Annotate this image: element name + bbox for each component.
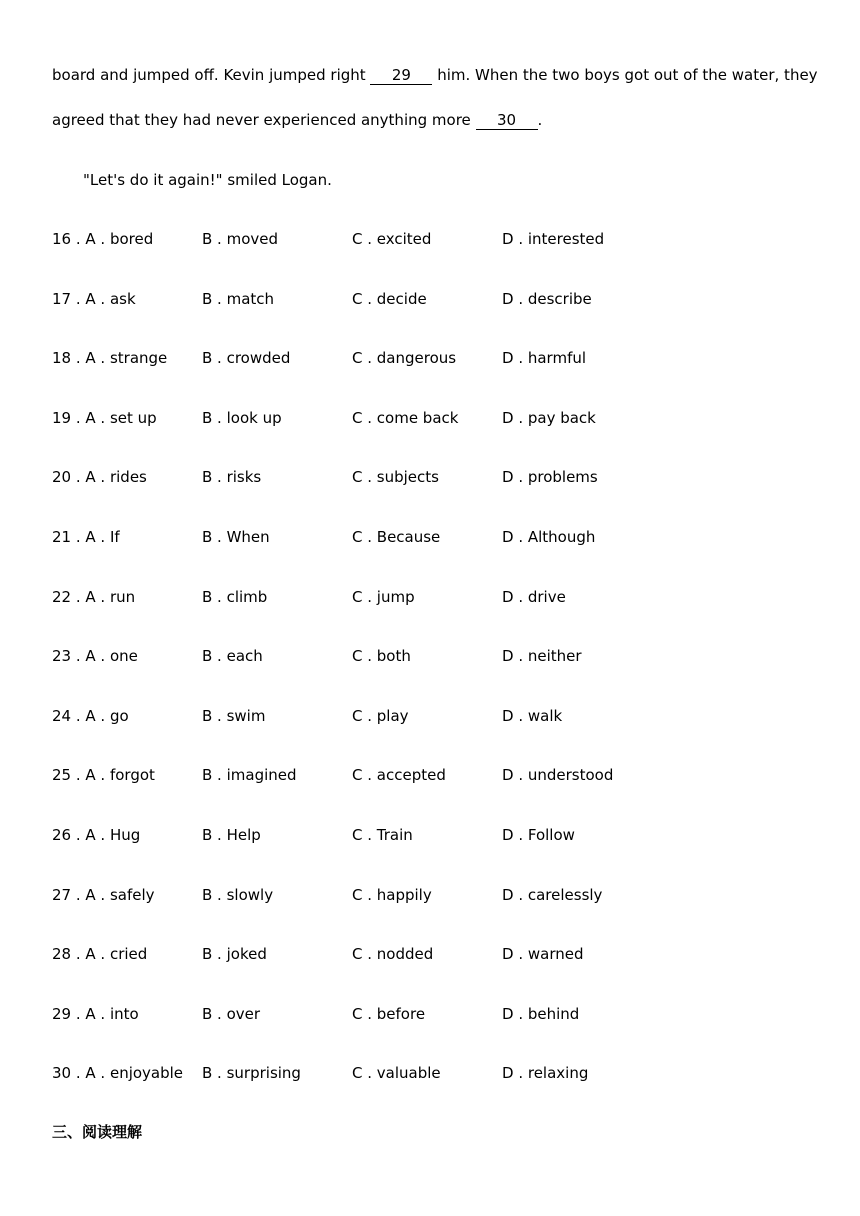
option-a: A . safely bbox=[85, 886, 155, 904]
option-b: B . over bbox=[202, 1005, 261, 1023]
question-number-and-option-a bbox=[52, 706, 129, 726]
option-c: C . before bbox=[352, 1005, 426, 1023]
option-b: B . surprising bbox=[202, 1064, 301, 1082]
question-number-and-option-a bbox=[52, 289, 136, 309]
option-a: A . forgot bbox=[85, 766, 155, 784]
option-a: A . rides bbox=[85, 468, 147, 486]
question-number-and-option-a bbox=[52, 229, 153, 249]
question-number-and-option-a bbox=[52, 646, 138, 666]
question-number-and-option-a bbox=[52, 408, 157, 428]
blank-30: 30 bbox=[476, 111, 538, 130]
option-b: B . crowded bbox=[202, 349, 291, 367]
option-d: D . problems bbox=[502, 468, 598, 486]
option-a: A . enjoyable bbox=[85, 1064, 184, 1082]
question-number: 22 . bbox=[52, 588, 81, 606]
option-b: B . risks bbox=[202, 468, 262, 486]
option-d: D . harmful bbox=[502, 349, 587, 367]
option-d: D . warned bbox=[502, 945, 584, 963]
question-number-and-option-a bbox=[52, 1063, 183, 1083]
option-c: C . accepted bbox=[352, 766, 446, 784]
option-c: C . Because bbox=[352, 528, 441, 546]
question-number: 29 . bbox=[52, 1005, 81, 1023]
option-a: A . Hug bbox=[85, 826, 141, 844]
option-a: A . strange bbox=[85, 349, 168, 367]
option-c: C . jump bbox=[352, 588, 415, 606]
question-number: 24 . bbox=[52, 707, 81, 725]
option-b: B . climb bbox=[202, 588, 268, 606]
question-number: 27 . bbox=[52, 886, 81, 904]
question-number-and-option-a bbox=[52, 587, 135, 607]
passage-text: him. When the two boys got out of the water, they bbox=[432, 66, 818, 84]
option-b: B . Help bbox=[202, 826, 261, 844]
option-d: D . Although bbox=[502, 528, 596, 546]
option-b: B . joked bbox=[202, 945, 267, 963]
option-a: A . go bbox=[85, 707, 129, 725]
option-c: C . decide bbox=[352, 290, 427, 308]
question-number-and-option-a bbox=[52, 944, 147, 964]
question-number: 25 . bbox=[52, 766, 81, 784]
question-number: 28 . bbox=[52, 945, 81, 963]
option-d: D . behind bbox=[502, 1005, 580, 1023]
option-c: C . play bbox=[352, 707, 409, 725]
option-d: D . relaxing bbox=[502, 1064, 589, 1082]
question-number-and-option-a bbox=[52, 765, 155, 785]
passage-line-2 bbox=[52, 110, 542, 130]
option-c: C . both bbox=[352, 647, 411, 665]
option-b: B . imagined bbox=[202, 766, 297, 784]
passage-line-1 bbox=[52, 65, 818, 85]
option-b: B . look up bbox=[202, 409, 282, 427]
option-a: A . bored bbox=[85, 230, 154, 248]
option-d: D . pay back bbox=[502, 409, 596, 427]
option-d: D . describe bbox=[502, 290, 592, 308]
option-a: A . run bbox=[85, 588, 136, 606]
option-c: C . dangerous bbox=[352, 349, 457, 367]
option-a: A . If bbox=[85, 528, 120, 546]
passage-text: . bbox=[537, 111, 543, 129]
option-a: A . ask bbox=[85, 290, 136, 308]
option-c: C . come back bbox=[352, 409, 459, 427]
option-d: D . Follow bbox=[502, 826, 575, 844]
section-heading: 三、阅读理解 bbox=[52, 1123, 143, 1141]
option-d: D . interested bbox=[502, 230, 605, 248]
question-number: 17 . bbox=[52, 290, 81, 308]
option-b: B . swim bbox=[202, 707, 266, 725]
option-b: B . When bbox=[202, 528, 270, 546]
option-c: C . nodded bbox=[352, 945, 434, 963]
option-b: B . moved bbox=[202, 230, 279, 248]
option-c: C . valuable bbox=[352, 1064, 441, 1082]
question-number-and-option-a bbox=[52, 1004, 139, 1024]
question-number-and-option-a bbox=[52, 527, 120, 547]
passage-text: agreed that they had never experienced anything more bbox=[52, 111, 476, 129]
option-a: A . cried bbox=[85, 945, 148, 963]
question-number-and-option-a bbox=[52, 825, 140, 845]
question-number: 18 . bbox=[52, 349, 81, 367]
option-d: D . drive bbox=[502, 588, 566, 606]
option-c: C . happily bbox=[352, 886, 432, 904]
option-b: B . match bbox=[202, 290, 275, 308]
option-b: B . each bbox=[202, 647, 263, 665]
passage-text: board and jumped off. Kevin jumped right bbox=[52, 66, 371, 84]
question-number: 23 . bbox=[52, 647, 81, 665]
option-c: C . Train bbox=[352, 826, 413, 844]
question-number: 30 . bbox=[52, 1064, 81, 1082]
question-number-and-option-a bbox=[52, 348, 167, 368]
question-number-and-option-a bbox=[52, 467, 147, 487]
option-c: C . subjects bbox=[352, 468, 439, 486]
option-b: B . slowly bbox=[202, 886, 274, 904]
question-number: 20 . bbox=[52, 468, 81, 486]
question-number-and-option-a bbox=[52, 885, 155, 905]
question-number: 21 . bbox=[52, 528, 81, 546]
option-d: D . carelessly bbox=[502, 886, 603, 904]
option-d: D . understood bbox=[502, 766, 614, 784]
question-number: 16 . bbox=[52, 230, 81, 248]
blank-29: 29 bbox=[370, 66, 432, 85]
option-d: D . walk bbox=[502, 707, 563, 725]
option-a: A . one bbox=[85, 647, 138, 665]
question-number: 19 . bbox=[52, 409, 81, 427]
passage-quote: "Let's do it again!" smiled Logan. bbox=[83, 171, 332, 189]
question-number: 26 . bbox=[52, 826, 81, 844]
option-a: A . into bbox=[85, 1005, 139, 1023]
option-d: D . neither bbox=[502, 647, 582, 665]
option-c: C . excited bbox=[352, 230, 432, 248]
option-a: A . set up bbox=[85, 409, 157, 427]
